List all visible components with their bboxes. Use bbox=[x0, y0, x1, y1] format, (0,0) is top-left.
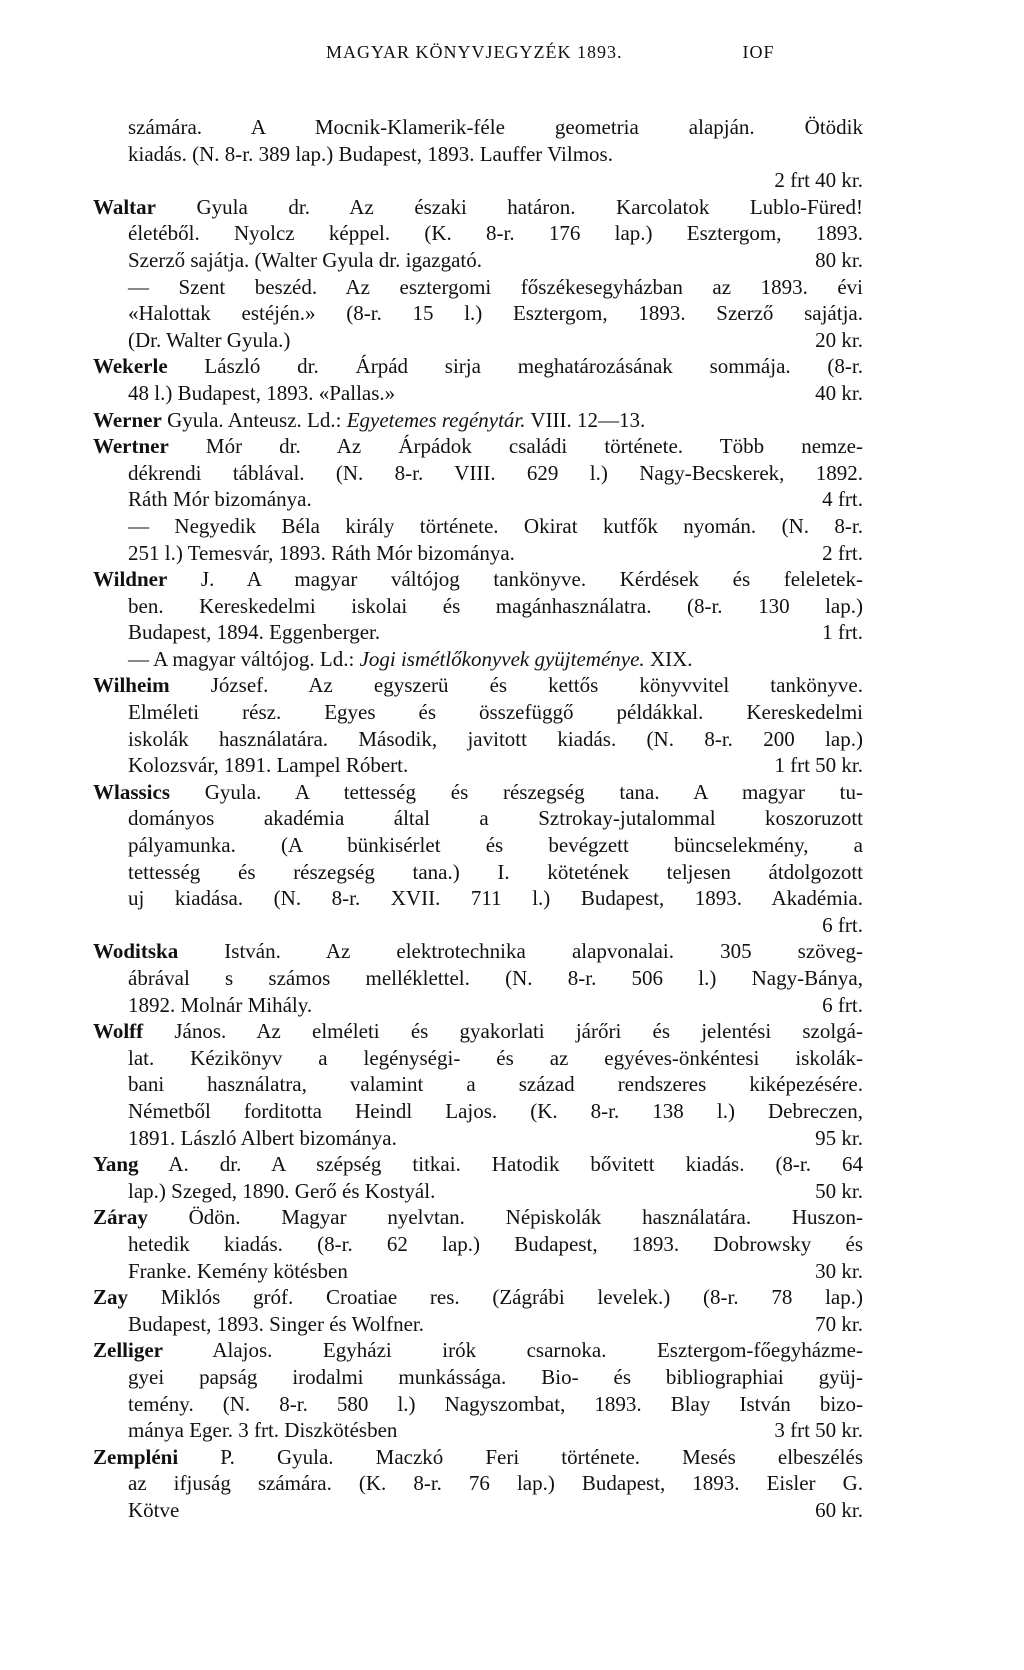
entry-text: ábrával s számos melléklettel. (N. 8-r. 506 l.) Nagy-Bánya, bbox=[128, 966, 863, 990]
entry-heading-line bbox=[93, 1018, 863, 1045]
entry-text: az ifjuság számára. (K. 8-r. 76 lap.) Budapest, 1893. Eisler G. bbox=[128, 1471, 863, 1496]
entry-text: dományos akadémia által a Sztrokay-jutalommal koszoruzott bbox=[128, 806, 863, 831]
entry-text: számára. A Mocnik-Klamerik-féle geometria alapján. Ötödik bbox=[128, 115, 863, 139]
entry-line bbox=[93, 1125, 863, 1152]
entry-line bbox=[93, 141, 863, 168]
author-name: Wekerle bbox=[93, 354, 168, 379]
entry-line bbox=[93, 1231, 863, 1258]
entry-line bbox=[93, 646, 863, 673]
author-name: Zempléni bbox=[93, 1444, 179, 1469]
entry-line bbox=[93, 1497, 863, 1524]
entry-text: Ráth Mór bizománya. bbox=[128, 487, 312, 512]
entry-line bbox=[93, 1364, 863, 1391]
entry-text: 1891. László Albert bizománya. bbox=[128, 1125, 397, 1150]
entry-heading-line bbox=[93, 1284, 863, 1311]
entry-heading-line bbox=[93, 194, 863, 221]
entry-text: bani használatra, valamint a század rendszeres kiképezésére. bbox=[128, 1072, 863, 1097]
entry-line bbox=[93, 274, 863, 301]
entry-text: mánya Eger. 3 frt. Diszkötésben bbox=[128, 1418, 398, 1443]
entry-text: Kötve bbox=[128, 1497, 180, 1522]
price: 50 kr. bbox=[815, 1178, 863, 1203]
entry-line bbox=[93, 1311, 863, 1338]
entry-text: — Negyedik Béla király története. Okirat kutfők nyomán. (N. 8-r. bbox=[128, 513, 863, 538]
entry-text: ben. Kereskedelmi iskolai és magánhasználatra. (8-r. 130 lap.) bbox=[128, 593, 863, 618]
entry-text: Kolozsvár, 1891. Lampel Róbert. bbox=[128, 753, 409, 778]
entry-line bbox=[93, 327, 863, 354]
entry-text: Alajos. Egyházi irók csarnoka. Esztergom-főegyházme- bbox=[162, 1338, 863, 1363]
entry-heading-line bbox=[93, 407, 863, 434]
price: 70 kr. bbox=[815, 1311, 863, 1336]
author-name: Záray bbox=[93, 1205, 148, 1230]
entry-line bbox=[93, 1470, 863, 1497]
author-name: Wertner bbox=[93, 434, 169, 459]
entry-line bbox=[93, 752, 863, 779]
entry-text: kiadás. (N. 8-r. 389 lap.) Budapest, 1893. Lauffer Vilmos. bbox=[128, 141, 613, 166]
entry-line bbox=[93, 859, 863, 886]
entry-line bbox=[93, 1178, 863, 1205]
price: 2 frt 40 kr. bbox=[774, 168, 863, 193]
entry-text: Budapest, 1893. Singer és Wolfner. bbox=[128, 1311, 424, 1336]
entry-text: Gyula. Anteusz. Ld.: bbox=[161, 407, 347, 432]
entry-text: Mór dr. Az Árpádok családi története. Több nemze- bbox=[168, 434, 863, 459]
running-header bbox=[326, 42, 775, 63]
page-number: IOF bbox=[742, 42, 775, 62]
entry-text: temény. (N. 8-r. 580 l.) Nagyszombat, 1893. Blay István bizo- bbox=[128, 1391, 863, 1416]
entry-text-tail: XIX. bbox=[644, 646, 693, 671]
entry-heading-line bbox=[93, 433, 863, 460]
price: 80 kr. bbox=[815, 247, 863, 272]
entry-line bbox=[93, 726, 863, 753]
series-title: Jogi ismétlőkonyvek gyüjteménye. bbox=[359, 646, 645, 671]
author-name: Wilheim bbox=[93, 673, 170, 698]
header-title: MAGYAR KÖNYVJEGYZÉK 1893. bbox=[326, 42, 623, 62]
entry-text: Gyula. A tettesség és részegség tana. A magyar tu- bbox=[170, 779, 863, 804]
entry-heading-line bbox=[93, 1151, 863, 1178]
entry-text: iskolák használatára. Második, javitott kiadás. (N. 8-r. 200 lap.) bbox=[128, 726, 863, 751]
entry-text: A. dr. A szépség titkai. Hatodik bővitett kiadás. (8-r. 64 bbox=[138, 1152, 863, 1177]
entry-heading-line bbox=[93, 1204, 863, 1231]
entry-text: tettesség és részegség tana.) I. kötetének teljesen átdolgozott bbox=[128, 859, 863, 884]
entry-line bbox=[93, 805, 863, 832]
entry-line bbox=[93, 619, 863, 646]
entry-line bbox=[93, 965, 863, 992]
entry-text: uj kiadása. (N. 8-r. XVII. 711 l.) Budapest, 1893. Akadémia. bbox=[128, 886, 863, 911]
entry-text: Gyula dr. Az északi határon. Karcolatok Lublo-Füred! bbox=[156, 194, 863, 219]
entry-line bbox=[93, 1417, 863, 1444]
entry-text: László dr. Árpád sirja meghatározásának sommája. (8-r. bbox=[167, 354, 863, 379]
entry-line bbox=[93, 167, 863, 194]
price: 30 kr. bbox=[815, 1258, 863, 1283]
entry-heading-line bbox=[93, 938, 863, 965]
entry-heading-line bbox=[93, 1444, 863, 1471]
entry-line bbox=[93, 1098, 863, 1125]
entry-line bbox=[93, 380, 863, 407]
price: 40 kr. bbox=[815, 380, 863, 405]
entry-line bbox=[93, 540, 863, 567]
entry-text: Miklós gróf. Croatiae res. (Zágrábi levelek.) (8-r. 78 lap.) bbox=[128, 1285, 863, 1310]
entry-text: 1892. Molnár Mihály. bbox=[128, 992, 313, 1017]
author-name: Zay bbox=[93, 1285, 129, 1310]
entry-text: pályamunka. (A bünkisérlet és bevégzett büncselekmény, a bbox=[128, 833, 863, 858]
entry-text: P. Gyula. Maczkó Feri története. Mesés elbeszélés bbox=[178, 1444, 863, 1469]
entry-line bbox=[93, 513, 863, 540]
price: 1 frt 50 kr. bbox=[774, 753, 863, 778]
entry-line bbox=[93, 1071, 863, 1098]
entry-text: Budapest, 1894. Eggenberger. bbox=[128, 620, 381, 645]
entry-line bbox=[93, 1391, 863, 1418]
entry-text: dékrendi táblával. (N. 8-r. VIII. 629 l.) Nagy-Becskerek, 1892. bbox=[128, 460, 863, 485]
entry-text: János. Az elméleti és gyakorlati járőri és jelentési szolgá- bbox=[143, 1019, 863, 1044]
author-name: Werner bbox=[93, 407, 162, 432]
price: 60 kr. bbox=[815, 1497, 863, 1522]
entry-text: József. Az egyszerü és kettős könyvvitel tankönyve. bbox=[169, 673, 863, 698]
entry-line bbox=[93, 1258, 863, 1285]
entry-line bbox=[93, 486, 863, 513]
entry-line bbox=[93, 220, 863, 247]
author-name: Wildner bbox=[93, 567, 168, 592]
entry-heading-line bbox=[93, 672, 863, 699]
entry-text: hetedik kiadás. (8-r. 62 lap.) Budapest, 1893. Dobrowsky és bbox=[128, 1231, 863, 1256]
author-name: Zelliger bbox=[93, 1338, 163, 1363]
entry-text: gyei papság irodalmi munkássága. Bio- és bibliographiai gyüj- bbox=[128, 1364, 863, 1389]
entry-text: (Dr. Walter Gyula.) bbox=[128, 327, 291, 352]
price: 95 kr. bbox=[815, 1125, 863, 1150]
entry-text: Franke. Kemény kötésben bbox=[128, 1258, 348, 1283]
price: 4 frt. bbox=[822, 487, 863, 512]
author-name: Woditska bbox=[93, 939, 179, 964]
author-name: Waltar bbox=[93, 194, 156, 219]
entry-text: «Halottak estéjén.» (8-r. 15 l.) Esztergom, 1893. Szerző sajátja. bbox=[128, 301, 863, 326]
author-name: Wlassics bbox=[93, 779, 171, 804]
price: 1 frt. bbox=[822, 620, 863, 645]
series-title: Egyetemes regénytár. bbox=[346, 407, 526, 432]
price: 3 frt 50 kr. bbox=[774, 1418, 863, 1443]
entry-heading-line bbox=[93, 1337, 863, 1364]
price: 20 kr. bbox=[815, 327, 863, 352]
author-name: Yang bbox=[93, 1152, 139, 1177]
entry-line bbox=[93, 912, 863, 939]
price: 2 frt. bbox=[822, 540, 863, 565]
entry-text: Ödön. Magyar nyelvtan. Népiskolák használatára. Huszon- bbox=[147, 1205, 863, 1230]
entry-line bbox=[93, 699, 863, 726]
entry-line bbox=[93, 460, 863, 487]
entry-line bbox=[93, 885, 863, 912]
entry-line bbox=[93, 300, 863, 327]
entry-text: életéből. Nyolcz képpel. (K. 8-r. 176 lap.) Esztergom, 1893. bbox=[128, 221, 863, 246]
entry-text: Szerző sajátja. (Walter Gyula dr. igazgató. bbox=[128, 247, 482, 272]
entry-text: J. A magyar váltójog tankönyve. Kérdések és feleletek- bbox=[167, 567, 863, 592]
entry-text: 48 l.) Budapest, 1893. «Pallas.» bbox=[128, 380, 396, 405]
entry-text: — A magyar váltójog. Ld.: bbox=[128, 646, 360, 671]
entry-text: lap.) Szeged, 1890. Gerő és Kostyál. bbox=[128, 1178, 436, 1203]
entry-heading-line bbox=[93, 779, 863, 806]
entry-heading-line bbox=[93, 566, 863, 593]
entry-text: — Szent beszéd. Az esztergomi főszékesegyházban az 1893. évi bbox=[128, 274, 863, 299]
entry-text-tail: VIII. 12—13. bbox=[525, 407, 646, 432]
catalog-entries bbox=[93, 114, 863, 1523]
entry-text: Németből forditotta Heindl Lajos. (K. 8-r. 138 l.) Debreczen, bbox=[128, 1098, 863, 1123]
entry-text: 251 l.) Temesvár, 1893. Ráth Mór bizománya. bbox=[128, 540, 515, 565]
entry-line bbox=[93, 247, 863, 274]
entry-line bbox=[93, 1045, 863, 1072]
price: 6 frt. bbox=[822, 912, 863, 937]
entry-text: Elméleti rész. Egyes és összefüggő példákkal. Kereskedelmi bbox=[128, 700, 863, 725]
entry-text: lat. Kézikönyv a legénységi- és az egyéves-önkéntesi iskolák- bbox=[128, 1045, 863, 1070]
author-name: Wolff bbox=[93, 1019, 144, 1044]
price: 6 frt. bbox=[822, 992, 863, 1017]
entry-line bbox=[93, 593, 863, 620]
entry-heading-line bbox=[93, 353, 863, 380]
entry-line bbox=[93, 114, 863, 141]
entry-line bbox=[93, 832, 863, 859]
entry-line bbox=[93, 992, 863, 1019]
entry-text: István. Az elektrotechnika alapvonalai. 305 szöveg- bbox=[178, 939, 863, 964]
